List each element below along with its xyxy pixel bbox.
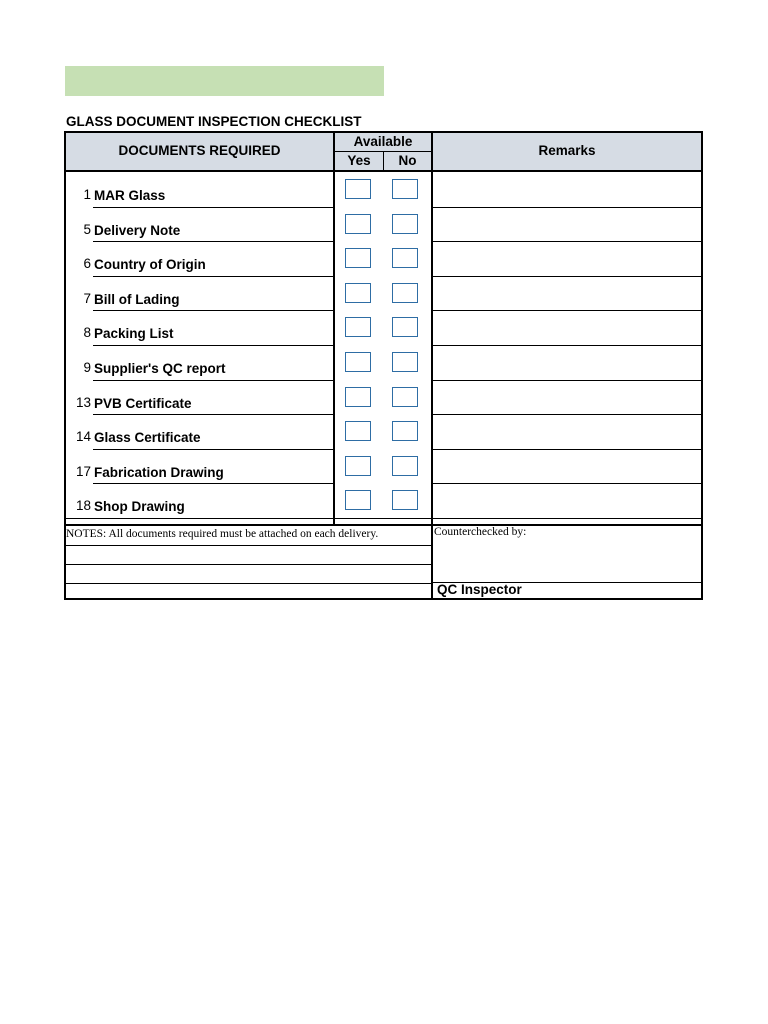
row-document-name: Packing List [94,326,174,342]
qc-inspector-label: QC Inspector [437,582,522,597]
notes-top-border [64,524,703,526]
no-checkbox[interactable] [392,387,418,407]
yes-checkbox[interactable] [345,387,371,407]
header-no-label: No [398,153,417,168]
row-name-underline [93,345,333,346]
available-left-border [333,172,335,524]
remarks-row-line [433,414,702,415]
row-document-name: Fabrication Drawing [94,464,224,480]
notes-line-3 [65,583,431,584]
remarks-row-line [433,241,702,242]
no-checkbox[interactable] [392,179,418,199]
no-checkbox[interactable] [392,317,418,337]
header-available [333,131,433,172]
row-number: 14 [75,429,91,445]
yes-checkbox[interactable] [345,317,371,337]
row-number: 5 [83,221,91,237]
remarks-row-line [433,310,702,311]
no-checkbox[interactable] [392,248,418,268]
header-documents-required [64,131,335,172]
header-documents-label: DOCUMENTS REQUIRED [118,143,281,158]
header-yes-label: Yes [347,153,371,168]
row-number: 7 [83,290,91,306]
no-checkbox[interactable] [392,283,418,303]
row-number: 1 [83,187,91,202]
notes-text: NOTES: All documents required must be attached on each delivery. [66,528,379,540]
row-name-underline [93,310,333,311]
right-border [701,172,703,600]
remarks-left-border [431,172,433,600]
row-name-underline [93,414,333,415]
yes-checkbox[interactable] [345,490,371,510]
yes-checkbox[interactable] [345,421,371,441]
row-name-underline [93,449,333,450]
row-document-name: Glass Certificate [94,430,201,446]
no-checkbox[interactable] [392,456,418,476]
header-remarks-label: Remarks [538,143,596,158]
yes-checkbox[interactable] [345,179,371,199]
no-checkbox[interactable] [392,421,418,441]
row-number: 13 [75,394,91,410]
bottom-border [64,598,703,600]
row-document-name: Bill of Lading [94,291,180,307]
remarks-row-line [433,449,702,450]
header-available-label: Available [353,134,413,149]
yes-checkbox[interactable] [345,352,371,372]
yes-checkbox[interactable] [345,283,371,303]
form-title: GLASS DOCUMENT INSPECTION CHECKLIST [66,114,362,129]
no-checkbox[interactable] [392,214,418,234]
row-number: 17 [75,463,91,479]
row-number: 9 [83,360,91,375]
remarks-row-line [433,276,702,277]
counterchecked-label: Counterchecked by: [434,526,527,538]
yes-checkbox[interactable] [345,456,371,476]
table-bottom-line [64,518,703,519]
row-name-underline [93,241,333,242]
row-document-name: Supplier's QC report [94,361,226,376]
no-checkbox[interactable] [392,490,418,510]
title-highlight-bar [65,66,384,96]
remarks-row-line [433,380,702,381]
remarks-row-line [433,345,702,346]
row-document-name: MAR Glass [94,188,166,203]
no-checkbox[interactable] [392,352,418,372]
row-name-underline [93,207,333,208]
row-name-underline [93,276,333,277]
remarks-row-line [433,483,702,484]
row-number: 8 [83,325,91,341]
remarks-row-line [433,207,702,208]
yes-checkbox[interactable] [345,214,371,234]
row-number: 18 [75,498,91,514]
row-number: 6 [83,256,91,272]
notes-line-2 [65,564,431,565]
row-name-underline [93,380,333,381]
row-document-name: Delivery Note [94,222,181,238]
row-name-underline [93,483,333,484]
header-remarks [431,131,703,172]
row-document-name: Country of Origin [94,257,206,273]
yes-checkbox[interactable] [345,248,371,268]
row-document-name: Shop Drawing [94,499,185,515]
notes-line-1 [65,545,431,546]
row-document-name: PVB Certificate [94,395,192,411]
